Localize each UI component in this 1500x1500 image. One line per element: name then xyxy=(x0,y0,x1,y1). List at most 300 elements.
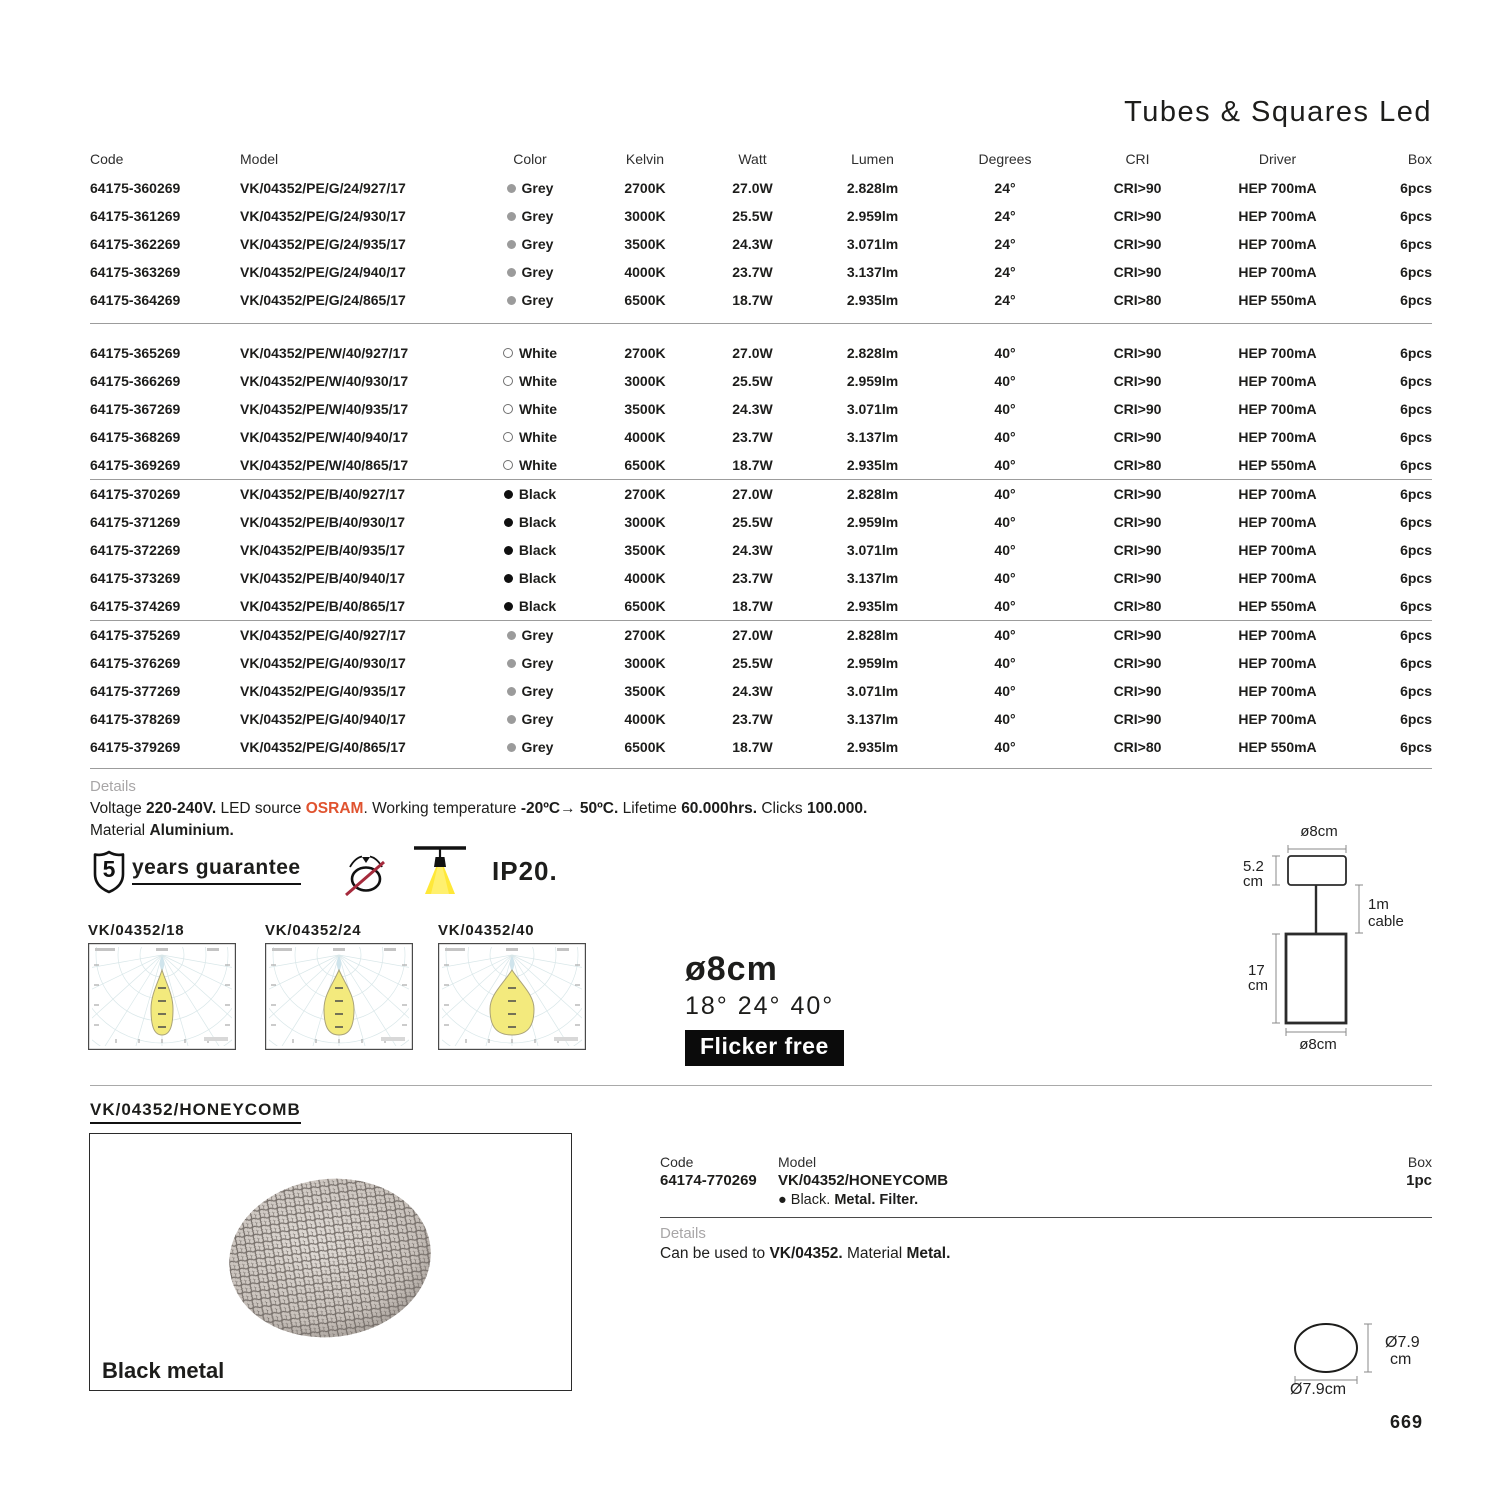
dim-body-height: 17 cm xyxy=(1248,962,1268,994)
cell-kelvin: 4000K xyxy=(624,429,666,445)
cell-lumen: 3.071lm xyxy=(846,683,899,699)
cell-code: 64175-379269 xyxy=(90,739,181,755)
color-label: White xyxy=(518,401,558,417)
cell-box: 6pcs xyxy=(1400,514,1432,530)
cell-kelvin: 3500K xyxy=(624,683,666,699)
cell-color xyxy=(470,451,590,479)
cell-box: 6pcs xyxy=(1400,208,1432,224)
not-dimmable-icon xyxy=(342,849,390,904)
text-segment: Can be used to xyxy=(660,1245,770,1262)
cell-box: 6pcs xyxy=(1400,292,1432,308)
cell-degrees: 24° xyxy=(994,264,1016,280)
cell-watt: 25.5W xyxy=(732,373,773,389)
diagram-label: VK/04352/40 xyxy=(438,922,535,939)
honeycomb-details-label: Details xyxy=(660,1225,706,1242)
cell-degrees: 40° xyxy=(994,486,1016,502)
cell-model: VK/04352/PE/G/24/940/17 xyxy=(240,264,406,280)
cell-driver: HEP 550mA xyxy=(1238,598,1317,614)
honeycomb-divider xyxy=(660,1217,1432,1218)
white-color-dot xyxy=(503,432,513,442)
cell-color xyxy=(470,621,590,649)
cell-degrees: 40° xyxy=(994,627,1016,643)
color-label: Grey xyxy=(521,655,554,671)
cell-driver: HEP 700mA xyxy=(1238,542,1317,558)
cell-box: 6pcs xyxy=(1400,598,1432,614)
cell-cri: CRI>90 xyxy=(1113,401,1162,417)
cell-box: 6pcs xyxy=(1400,542,1432,558)
cell-box: 6pcs xyxy=(1400,655,1432,671)
cell-code: 64175-367269 xyxy=(90,401,181,417)
cell-color xyxy=(470,202,590,230)
guarantee-shield-icon xyxy=(88,849,130,895)
cell-lumen: 2.935lm xyxy=(846,292,899,308)
honeycomb-box-qty: 1pc xyxy=(1406,1172,1432,1189)
cell-color xyxy=(470,367,590,395)
spec-beam-angles: 18° 24° 40° xyxy=(685,992,835,1020)
cell-code: 64175-363269 xyxy=(90,264,181,280)
text-segment: Lifetime xyxy=(618,800,682,817)
cell-watt: 23.7W xyxy=(732,570,773,586)
cell-box: 6pcs xyxy=(1400,373,1432,389)
spec-callout xyxy=(685,950,844,1066)
cell-watt: 25.5W xyxy=(732,655,773,671)
cell-model: VK/04352/PE/G/24/927/17 xyxy=(240,180,406,196)
cell-degrees: 40° xyxy=(994,542,1016,558)
table-row xyxy=(90,508,1432,536)
color-label: Grey xyxy=(521,208,554,224)
dim-cable-length: 1m cable xyxy=(1368,896,1404,930)
cell-box: 6pcs xyxy=(1400,401,1432,417)
color-label: Black xyxy=(518,514,557,530)
honeycomb-product-image xyxy=(89,1133,572,1391)
black-color-dot xyxy=(504,490,513,499)
honeycomb-box-label: Box xyxy=(1407,1154,1432,1170)
photometric-diagram xyxy=(88,922,236,1055)
cell-driver: HEP 700mA xyxy=(1238,264,1317,280)
cell-model: VK/04352/PE/G/40/935/17 xyxy=(240,683,406,699)
text-segment: 100.000. xyxy=(806,800,868,817)
details-line-2 xyxy=(90,820,1200,842)
cell-cri: CRI>80 xyxy=(1113,457,1162,473)
cell-watt: 25.5W xyxy=(732,208,773,224)
white-color-dot xyxy=(503,460,513,470)
cell-code: 64175-373269 xyxy=(90,570,181,586)
cell-code: 64175-374269 xyxy=(90,598,181,614)
product-table xyxy=(90,148,1432,769)
cell-kelvin: 6500K xyxy=(624,598,666,614)
cell-model: VK/04352/PE/W/40/930/17 xyxy=(240,373,409,389)
cell-color xyxy=(470,508,590,536)
cell-kelvin: 4000K xyxy=(624,711,666,727)
honeycomb-mesh-image xyxy=(90,1134,568,1387)
cell-code: 64175-362269 xyxy=(90,236,181,252)
cell-lumen: 2.959lm xyxy=(846,655,899,671)
cell-degrees: 40° xyxy=(994,345,1016,361)
cell-code: 64175-376269 xyxy=(90,655,181,671)
cell-cri: CRI>90 xyxy=(1113,264,1162,280)
cell-watt: 24.3W xyxy=(732,236,773,252)
block-separator xyxy=(90,323,1432,324)
cell-kelvin: 3000K xyxy=(624,208,666,224)
cell-lumen: 2.935lm xyxy=(846,739,899,755)
column-header: Kelvin xyxy=(625,151,665,167)
cell-kelvin: 2700K xyxy=(624,345,666,361)
cell-model: VK/04352/PE/W/40/940/17 xyxy=(240,429,409,445)
cell-kelvin: 6500K xyxy=(624,292,666,308)
cell-watt: 27.0W xyxy=(732,627,773,643)
pendant-dimension-drawing xyxy=(1238,818,1442,1056)
table-row xyxy=(90,286,1432,314)
black-color-dot xyxy=(504,574,513,583)
honeycomb-code: 64174-770269 xyxy=(660,1172,757,1189)
honeycomb-header-row xyxy=(660,1154,1432,1170)
text-segment: 220-240V. xyxy=(146,800,217,817)
pendant-lamp-icon xyxy=(412,842,468,905)
cell-cri: CRI>90 xyxy=(1113,236,1162,252)
cell-degrees: 40° xyxy=(994,598,1016,614)
cell-code: 64175-368269 xyxy=(90,429,181,445)
details-label: Details xyxy=(90,778,136,795)
cell-model: VK/04352/PE/G/24/935/17 xyxy=(240,236,406,252)
color-label: White xyxy=(518,457,558,473)
details-line-1 xyxy=(90,798,1200,820)
cell-kelvin: 2700K xyxy=(624,486,666,502)
color-label: Grey xyxy=(521,739,554,755)
diagram-label: VK/04352/24 xyxy=(265,922,362,939)
table-row xyxy=(90,423,1432,451)
table-row xyxy=(90,395,1432,423)
cell-model: VK/04352/PE/G/40/940/17 xyxy=(240,711,406,727)
text-segment: Metal. Filter. xyxy=(834,1192,919,1208)
grey-color-dot xyxy=(507,184,516,193)
page-title: Tubes & Squares Led xyxy=(1124,96,1432,128)
cell-color xyxy=(470,286,590,314)
cell-color xyxy=(470,649,590,677)
cell-watt: 24.3W xyxy=(732,542,773,558)
table-row xyxy=(90,451,1432,479)
cell-box: 6pcs xyxy=(1400,264,1432,280)
column-header: Code xyxy=(90,151,124,167)
text-segment: Material xyxy=(90,822,150,839)
cell-kelvin: 6500K xyxy=(624,739,666,755)
cell-driver: HEP 550mA xyxy=(1238,739,1317,755)
cell-driver: HEP 550mA xyxy=(1238,292,1317,308)
cell-box: 6pcs xyxy=(1400,236,1432,252)
column-header: Model xyxy=(240,151,279,167)
cell-cri: CRI>90 xyxy=(1113,655,1162,671)
color-label: Grey xyxy=(521,683,554,699)
cell-box: 6pcs xyxy=(1400,457,1432,473)
cell-code: 64175-370269 xyxy=(90,486,181,502)
cell-code: 64175-366269 xyxy=(90,373,181,389)
cell-model: VK/04352/PE/G/24/930/17 xyxy=(240,208,406,224)
cell-degrees: 40° xyxy=(994,655,1016,671)
cell-color xyxy=(470,339,590,367)
cell-degrees: 40° xyxy=(994,429,1016,445)
filter-diameter-side xyxy=(1385,1334,1435,1368)
cell-model: VK/04352/PE/G/40/930/17 xyxy=(240,655,406,671)
cell-degrees: 24° xyxy=(994,236,1016,252)
grey-color-dot xyxy=(507,212,516,221)
cell-kelvin: 4000K xyxy=(624,264,666,280)
cell-model: VK/04352/PE/B/40/865/17 xyxy=(240,598,406,614)
cell-model: VK/04352/PE/B/40/927/17 xyxy=(240,486,406,502)
cell-degrees: 40° xyxy=(994,373,1016,389)
cell-degrees: 40° xyxy=(994,739,1016,755)
dim-canopy-height: 5.2 cm xyxy=(1243,858,1264,890)
cell-code: 64175-369269 xyxy=(90,457,181,473)
table-row xyxy=(90,202,1432,230)
color-label: Grey xyxy=(521,236,554,252)
spec-diameter: ø8cm xyxy=(685,950,778,988)
ip-rating: IP20. xyxy=(492,856,558,886)
black-color-dot xyxy=(504,602,513,611)
cell-kelvin: 2700K xyxy=(624,180,666,196)
cell-kelvin: 3500K xyxy=(624,236,666,252)
grey-color-dot xyxy=(507,687,516,696)
table-row xyxy=(90,174,1432,202)
dim-top-diameter: ø8cm xyxy=(1300,823,1338,840)
cell-lumen: 3.137lm xyxy=(846,264,899,280)
cell-cri: CRI>90 xyxy=(1113,486,1162,502)
cell-lumen: 2.828lm xyxy=(846,345,899,361)
cell-cri: CRI>90 xyxy=(1113,514,1162,530)
cell-degrees: 24° xyxy=(994,180,1016,196)
text-segment: . Working temperature xyxy=(363,800,521,817)
cell-code: 64175-377269 xyxy=(90,683,181,699)
honeycomb-model-label: Model xyxy=(778,1154,817,1170)
cell-model: VK/04352/PE/W/40/865/17 xyxy=(240,457,409,473)
cell-code: 64175-361269 xyxy=(90,208,181,224)
table-row xyxy=(90,339,1432,367)
cell-cri: CRI>90 xyxy=(1113,429,1162,445)
page-number: 669 xyxy=(1390,1412,1424,1432)
cell-cri: CRI>90 xyxy=(1113,373,1162,389)
color-label: Black xyxy=(518,570,557,586)
cell-driver: HEP 700mA xyxy=(1238,401,1317,417)
cell-box: 6pcs xyxy=(1400,570,1432,586)
cell-driver: HEP 700mA xyxy=(1238,180,1317,196)
cell-cri: CRI>90 xyxy=(1113,711,1162,727)
grey-color-dot xyxy=(507,715,516,724)
cell-color xyxy=(470,258,590,286)
cell-driver: HEP 700mA xyxy=(1238,429,1317,445)
cell-lumen: 2.959lm xyxy=(846,514,899,530)
cell-code: 64175-364269 xyxy=(90,292,181,308)
table-row xyxy=(90,480,1432,508)
cell-driver: HEP 700mA xyxy=(1238,236,1317,252)
cell-lumen: 2.959lm xyxy=(846,373,899,389)
cell-color xyxy=(470,705,590,733)
cell-lumen: 3.137lm xyxy=(846,570,899,586)
cell-cri: CRI>90 xyxy=(1113,627,1162,643)
white-color-dot xyxy=(503,404,513,414)
cell-lumen: 3.137lm xyxy=(846,711,899,727)
cell-kelvin: 3000K xyxy=(624,373,666,389)
section-divider xyxy=(90,1085,1432,1086)
cell-driver: HEP 700mA xyxy=(1238,627,1317,643)
cell-code: 64175-375269 xyxy=(90,627,181,643)
cell-color xyxy=(470,677,590,705)
cell-lumen: 2.828lm xyxy=(846,627,899,643)
cell-driver: HEP 700mA xyxy=(1238,208,1317,224)
cell-degrees: 40° xyxy=(994,514,1016,530)
table-row xyxy=(90,649,1432,677)
cell-lumen: 3.071lm xyxy=(846,236,899,252)
color-label: White xyxy=(518,373,558,389)
cell-degrees: 40° xyxy=(994,401,1016,417)
cell-color xyxy=(470,174,590,202)
text-segment: ● Black. xyxy=(778,1192,835,1208)
cell-box: 6pcs xyxy=(1400,429,1432,445)
text-segment: Metal. xyxy=(906,1245,951,1262)
cell-degrees: 40° xyxy=(994,570,1016,586)
details-block xyxy=(90,776,1200,842)
text-segment: Clicks xyxy=(757,800,807,817)
dim-text: cm xyxy=(1390,1351,1412,1368)
cell-kelvin: 3500K xyxy=(624,401,666,417)
text-segment: OSRAM xyxy=(305,800,364,817)
cell-model: VK/04352/PE/W/40/927/17 xyxy=(240,345,409,361)
cell-color xyxy=(470,536,590,564)
cell-box: 6pcs xyxy=(1400,739,1432,755)
cell-kelvin: 4000K xyxy=(624,570,666,586)
photometric-diagram xyxy=(265,922,413,1055)
cell-model: VK/04352/PE/G/40/865/17 xyxy=(240,739,406,755)
cell-driver: HEP 700mA xyxy=(1238,683,1317,699)
cell-driver: HEP 700mA xyxy=(1238,711,1317,727)
cell-watt: 24.3W xyxy=(732,401,773,417)
color-label: White xyxy=(518,429,558,445)
cell-cri: CRI>90 xyxy=(1113,208,1162,224)
honeycomb-finish xyxy=(778,1192,1432,1208)
guarantee-years-number: 5 xyxy=(102,856,116,882)
cell-cri: CRI>80 xyxy=(1113,598,1162,614)
cell-kelvin: 3000K xyxy=(624,514,666,530)
cell-box: 6pcs xyxy=(1400,486,1432,502)
polar-plot xyxy=(265,943,413,1050)
black-color-dot xyxy=(504,546,513,555)
cell-watt: 27.0W xyxy=(732,345,773,361)
flicker-free-badge: Flicker free xyxy=(685,1030,844,1066)
filter-diameter-bottom: Ø7.9cm xyxy=(1290,1381,1347,1398)
color-label: Grey xyxy=(521,711,554,727)
table-row xyxy=(90,705,1432,733)
cell-watt: 18.7W xyxy=(732,457,773,473)
cell-model: VK/04352/PE/B/40/935/17 xyxy=(240,542,406,558)
cell-lumen: 2.935lm xyxy=(846,598,899,614)
column-header: Degrees xyxy=(978,151,1032,167)
column-header: Driver xyxy=(1258,151,1297,167)
table-row xyxy=(90,592,1432,620)
cell-driver: HEP 700mA xyxy=(1238,373,1317,389)
dim-bottom-diameter: ø8cm xyxy=(1299,1036,1337,1053)
column-header: Lumen xyxy=(851,151,894,167)
cell-code: 64175-372269 xyxy=(90,542,181,558)
dim-text: Ø7.9 xyxy=(1385,1334,1420,1351)
cell-code: 64175-360269 xyxy=(90,180,181,196)
cell-model: VK/04352/PE/G/24/865/17 xyxy=(240,292,406,308)
grey-color-dot xyxy=(507,743,516,752)
cell-color xyxy=(470,395,590,423)
honeycomb-model: VK/04352/HONEYCOMB xyxy=(778,1172,949,1189)
table-row xyxy=(90,564,1432,592)
honeycomb-title: VK/04352/HONEYCOMB xyxy=(90,1100,301,1124)
cell-degrees: 40° xyxy=(994,457,1016,473)
cell-box: 6pcs xyxy=(1400,627,1432,643)
white-color-dot xyxy=(503,376,513,386)
cell-degrees: 40° xyxy=(994,683,1016,699)
cell-degrees: 24° xyxy=(994,208,1016,224)
polar-plot xyxy=(88,943,236,1050)
cell-lumen: 2.828lm xyxy=(846,180,899,196)
table-row xyxy=(90,733,1432,761)
cell-model: VK/04352/PE/B/40/940/17 xyxy=(240,570,406,586)
cell-driver: HEP 700mA xyxy=(1238,514,1317,530)
column-header: Box xyxy=(1407,151,1432,167)
cell-driver: HEP 700mA xyxy=(1238,570,1317,586)
cell-watt: 23.7W xyxy=(732,711,773,727)
cell-driver: HEP 700mA xyxy=(1238,345,1317,361)
cell-color xyxy=(470,423,590,451)
color-label: Grey xyxy=(521,627,554,643)
table-header-row xyxy=(90,148,1432,174)
text-segment: Voltage xyxy=(90,800,147,817)
color-label: White xyxy=(518,345,558,361)
cell-box: 6pcs xyxy=(1400,180,1432,196)
cell-cri: CRI>90 xyxy=(1113,570,1162,586)
cell-kelvin: 2700K xyxy=(624,627,666,643)
cell-lumen: 2.959lm xyxy=(846,208,899,224)
cell-watt: 27.0W xyxy=(732,180,773,196)
cell-cri: CRI>80 xyxy=(1113,292,1162,308)
text-segment: 60.000hrs. xyxy=(681,800,758,817)
cell-driver: HEP 550mA xyxy=(1238,457,1317,473)
table-row xyxy=(90,677,1432,705)
cell-cri: CRI>90 xyxy=(1113,345,1162,361)
text-segment: Material xyxy=(842,1245,907,1262)
cell-watt: 23.7W xyxy=(732,264,773,280)
cell-lumen: 3.071lm xyxy=(846,542,899,558)
column-header: CRI xyxy=(1125,151,1150,167)
cell-watt: 18.7W xyxy=(732,739,773,755)
cell-color xyxy=(470,733,590,761)
honeycomb-usage xyxy=(660,1245,1432,1263)
grey-color-dot xyxy=(507,659,516,668)
text-segment: LED source xyxy=(216,800,306,817)
cell-watt: 25.5W xyxy=(732,514,773,530)
cell-watt: 18.7W xyxy=(732,598,773,614)
grey-color-dot xyxy=(507,631,516,640)
table-row xyxy=(90,258,1432,286)
color-label: Black xyxy=(518,486,557,502)
table-row xyxy=(90,621,1432,649)
grey-color-dot xyxy=(507,240,516,249)
cell-watt: 23.7W xyxy=(732,429,773,445)
white-color-dot xyxy=(503,348,513,358)
cell-cri: CRI>90 xyxy=(1113,542,1162,558)
block-separator xyxy=(90,768,1432,769)
cell-cri: CRI>80 xyxy=(1113,739,1162,755)
cell-lumen: 2.935lm xyxy=(846,457,899,473)
photometric-diagram xyxy=(438,922,586,1055)
cell-lumen: 2.828lm xyxy=(846,486,899,502)
cell-kelvin: 6500K xyxy=(624,457,666,473)
cell-degrees: 40° xyxy=(994,711,1016,727)
cell-color xyxy=(470,592,590,620)
cell-code: 64175-371269 xyxy=(90,514,181,530)
grey-color-dot xyxy=(507,296,516,305)
